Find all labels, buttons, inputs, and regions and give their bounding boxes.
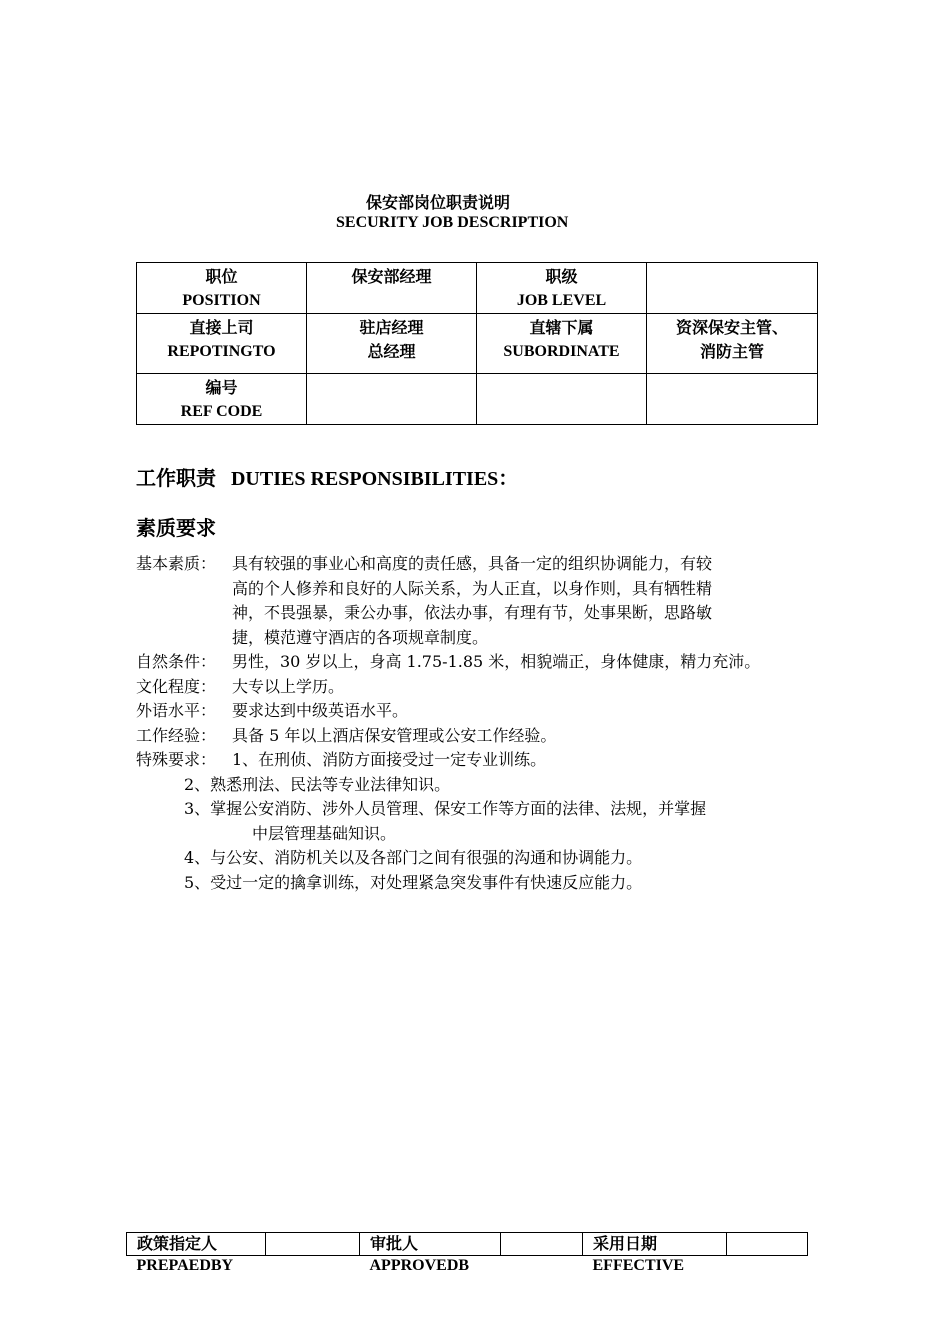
requirement-basic-cont [136,577,836,602]
report-to-label-cell [137,314,307,374]
approved-by-label-cn: 审批人 [360,1233,501,1256]
spacer [501,1256,583,1277]
document-title-cn: 保安部岗位职责说明 [366,193,511,212]
effective-field [727,1233,808,1256]
ref-code-value-cell [307,374,477,425]
quality-heading: 素质要求 [136,516,216,540]
position-label-cell [137,263,307,314]
special-label: 特殊要求： [136,750,217,769]
prepared-by-field [266,1233,360,1256]
prepared-by-label-cn: 政策指定人 [127,1233,266,1256]
subordinate-value-2: 消防主管 [699,342,764,361]
special-item-3a: 3、掌握公安消防、涉外人员管理、保安工作等方面的法律、法规，并掌握 [184,799,707,818]
requirement-special [136,748,836,773]
basic-label: 基本素质： [136,554,217,573]
special-item-5: 5、受过一定的擒拿训练，对处理紧急突发事件有快速反应能力。 [184,872,643,892]
job-info-table [136,262,818,425]
experience-label: 工作经验： [136,725,217,745]
duties-heading [136,462,518,491]
prepared-by-label-en: PREPAEDBY [136,1257,234,1274]
approved-by-label-en: APPROVEDB [369,1257,470,1274]
job-level-value-cell [647,263,818,314]
special-row-2 [136,773,836,798]
special-item-4: 4、与公安、消防机关以及各部门之间有很强的沟通和协调能力。 [184,848,643,867]
language-label: 外语水平： [136,701,217,720]
requirements-list [136,552,836,895]
report-to-label-en: REPOTINGTO [167,343,276,360]
natural-label: 自然条件： [136,652,217,671]
requirement-basic-cont [136,626,836,651]
ref-code-label-cell [137,374,307,425]
subordinate-value-1: 资深保安主管、 [675,318,788,337]
education-label: 文化程度： [136,676,217,696]
experience-text: 具备 5 年以上酒店保安管理或公安工作经验。 [232,725,557,745]
position-value: 保安部经理 [351,267,432,286]
special-item-3b: 中层管理基础知识。 [252,823,397,843]
report-to-value-cell [307,314,477,374]
duties-heading-en: DUTIES RESPONSIBILITIES： [230,468,519,490]
requirement-basic-cont [136,601,836,626]
subordinate-label-en: SUBORDINATE [503,343,620,360]
empty-cell [477,374,647,425]
special-row-5 [136,871,836,896]
spacer [266,1256,360,1277]
ref-code-label-en: REF CODE [180,403,263,420]
job-level-label-cell [477,263,647,314]
empty-cell [647,374,818,425]
effective-label-cn: 采用日期 [583,1233,727,1256]
position-value-cell [307,263,477,314]
approved-by-field [501,1233,583,1256]
requirement-natural [136,650,836,675]
special-item-1: 1、在刑侦、消防方面接受过一定专业训练。 [232,750,547,769]
report-to-value-2: 总经理 [367,342,416,361]
report-to-value-1: 驻店经理 [359,318,424,337]
basic-line-1: 具有较强的事业心和高度的责任感，具备一定的组织协调能力，有较 [232,554,713,573]
report-to-label-cn: 直接上司 [189,318,254,337]
subordinate-label-cn: 直辖下属 [529,318,594,337]
subordinate-value-cell [647,314,818,374]
basic-line-4: 捷，模范遵守酒店的各项规章制度。 [232,627,489,647]
ref-code-label-cn: 编号 [205,378,238,397]
special-row-4 [136,846,836,871]
special-row-3 [136,797,836,822]
special-row-3-cont [136,822,836,847]
job-level-label-cn: 职级 [545,267,578,286]
effective-label-en: EFFECTIVE [592,1257,685,1274]
subordinate-label-cell [477,314,647,374]
duties-heading-cn: 工作职责 [136,466,216,490]
requirement-language [136,699,836,724]
basic-line-2: 高的个人修养和良好的人际关系，为人正直，以身作则，具有牺牲精 [232,578,713,598]
spacer [727,1256,808,1277]
approval-footer [126,1232,808,1276]
position-label-cn: 职位 [205,267,238,286]
natural-text: 男性，30 岁以上，身高 1.75-1.85 米，相貌端正，身体健康，精力充沛。 [232,652,761,671]
education-text: 大专以上学历。 [232,676,345,696]
job-level-label-en: JOB LEVEL [516,292,607,309]
position-label-en: POSITION [182,292,261,309]
special-item-2: 2、熟悉刑法、民法等专业法律知识。 [184,774,451,794]
basic-line-3: 神，不畏强暴，秉公办事，依法办事，有理有节，处事果断，思路敏 [232,603,713,622]
requirement-basic [136,552,836,577]
document-title-en: SECURITY JOB DESCRIPTION [336,214,569,231]
requirement-experience [136,724,836,749]
language-text: 要求达到中级英语水平。 [232,701,409,720]
requirement-education [136,675,836,700]
